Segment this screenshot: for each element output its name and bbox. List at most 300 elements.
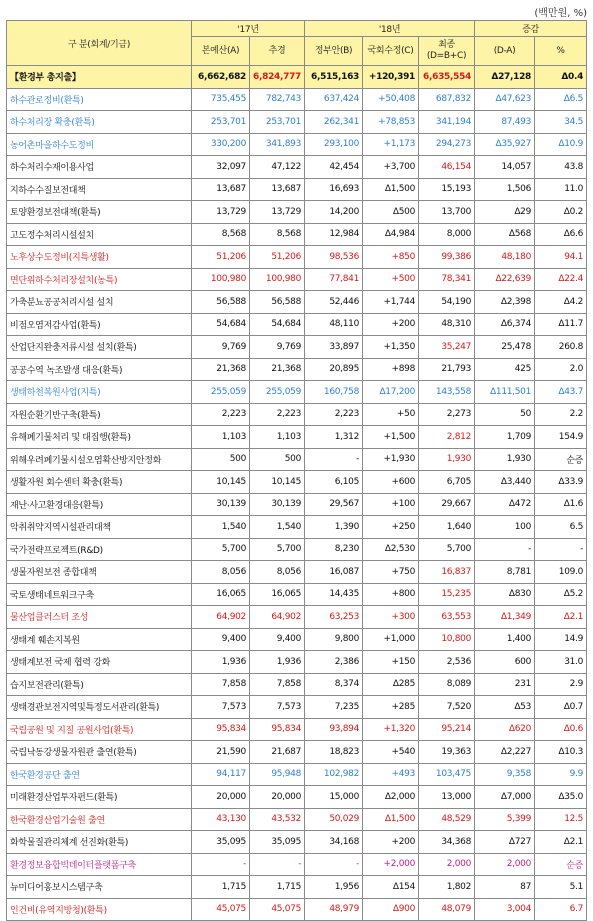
value-cell: 34.5 [535, 111, 587, 134]
value-cell: 54,190 [419, 291, 475, 314]
value-cell: 54,684 [192, 313, 250, 336]
table-row [7, 471, 587, 494]
value-cell: Δ1.6 [535, 493, 587, 516]
value-cell: 9,769 [250, 336, 305, 359]
value-cell: Δ4,984 [363, 223, 419, 246]
value-cell: Δ35,927 [475, 133, 535, 156]
program-name: 비점오염저감사업(환특) [7, 313, 192, 336]
value-cell: 425 [475, 358, 535, 381]
value-cell: - [475, 538, 535, 561]
table-row [7, 876, 587, 899]
value-cell: 20,895 [305, 358, 363, 381]
value-cell: 30,139 [192, 493, 250, 516]
value-cell: 64,902 [192, 606, 250, 629]
header-diff: (D-A) [475, 37, 535, 66]
value-cell: +78,853 [363, 111, 419, 134]
value-cell: 2.9 [535, 673, 587, 696]
header-year-2017: '17년 [192, 21, 305, 37]
value-cell: 51,206 [192, 246, 250, 269]
value-cell: - [192, 853, 250, 876]
value-cell: Δ5.2 [535, 583, 587, 606]
value-cell: Δ2,530 [363, 538, 419, 561]
value-cell: Δ6.5 [535, 88, 587, 111]
value-cell: 48,079 [419, 898, 475, 921]
value-cell: +600 [363, 471, 419, 494]
value-cell: Δ620 [475, 718, 535, 741]
value-cell: +150 [363, 651, 419, 674]
value-cell: 31.0 [535, 651, 587, 674]
value-cell: Δ47,623 [475, 88, 535, 111]
value-cell: Δ7,000 [475, 786, 535, 809]
value-cell: +1,744 [363, 291, 419, 314]
value-cell: 2.2 [535, 403, 587, 426]
value-cell: 10,145 [192, 471, 250, 494]
value-cell: Δ2,227 [475, 741, 535, 764]
value-cell: 6,662,682 [192, 66, 250, 89]
value-cell: 16,065 [192, 583, 250, 606]
table-row [7, 786, 587, 809]
table-row [7, 831, 587, 854]
header-govt-b: 정부안(B) [305, 37, 363, 66]
value-cell: 500 [192, 448, 250, 471]
value-cell: 687,832 [419, 88, 475, 111]
table-row [7, 606, 587, 629]
value-cell: 1,400 [475, 628, 535, 651]
value-cell: +750 [363, 561, 419, 584]
value-cell: 94,117 [192, 763, 250, 786]
value-cell: 16,837 [419, 561, 475, 584]
program-name: 국립낙동강생물자원관 출연(환특) [7, 741, 192, 764]
value-cell: Δ1,349 [475, 606, 535, 629]
value-cell: - [250, 853, 305, 876]
value-cell: 7,858 [250, 673, 305, 696]
value-cell: Δ43.7 [535, 381, 587, 404]
value-cell: 32,097 [192, 156, 250, 179]
program-name: 면단위하수처리장설치(농특) [7, 268, 192, 291]
header-assembly-c: 국회수정(C) [363, 37, 419, 66]
value-cell: 30,139 [250, 493, 305, 516]
value-cell: +285 [363, 696, 419, 719]
value-cell: 6,824,777 [250, 66, 305, 89]
value-cell: - [305, 853, 363, 876]
value-cell: 637,424 [305, 88, 363, 111]
value-cell: 78,341 [419, 268, 475, 291]
value-cell: Δ111,501 [475, 381, 535, 404]
value-cell: +200 [363, 831, 419, 854]
value-cell: 103,475 [419, 763, 475, 786]
value-cell: +800 [363, 583, 419, 606]
value-cell: 34,168 [305, 831, 363, 854]
value-cell: 600 [475, 651, 535, 674]
value-cell: Δ53 [475, 696, 535, 719]
value-cell: 260.8 [535, 336, 587, 359]
value-cell: 12.5 [535, 808, 587, 831]
value-cell: 9,800 [305, 628, 363, 651]
value-cell: 1,709 [475, 426, 535, 449]
value-cell: 1,540 [250, 516, 305, 539]
program-name: 유해폐기물처리 및 대집행(환특) [7, 426, 192, 449]
value-cell: 98,536 [305, 246, 363, 269]
program-name: 가축분뇨공공처리시설 설치 [7, 291, 192, 314]
value-cell: 1,936 [250, 651, 305, 674]
value-cell: 45,075 [250, 898, 305, 921]
value-cell: 95,834 [250, 718, 305, 741]
value-cell: 8,000 [419, 223, 475, 246]
value-cell: 18,823 [305, 741, 363, 764]
value-cell: 160,758 [305, 381, 363, 404]
value-cell: Δ3,440 [475, 471, 535, 494]
value-cell: 8,089 [419, 673, 475, 696]
header-percent: % [535, 37, 587, 66]
value-cell: +100 [363, 493, 419, 516]
program-name: 하수처리장 확충(환특) [7, 111, 192, 134]
header-final-d: 최종 (D=B+C) [419, 37, 475, 66]
value-cell: - [305, 448, 363, 471]
value-cell: 253,701 [192, 111, 250, 134]
value-cell: 21,687 [250, 741, 305, 764]
value-cell: 35,095 [192, 831, 250, 854]
value-cell: Δ2,398 [475, 291, 535, 314]
value-cell: +493 [363, 763, 419, 786]
value-cell: 34,368 [419, 831, 475, 854]
value-cell: 14,057 [475, 156, 535, 179]
value-cell: 14,435 [305, 583, 363, 606]
table-row [7, 808, 587, 831]
value-cell: Δ22,639 [475, 268, 535, 291]
table-row [7, 381, 587, 404]
value-cell: 5.1 [535, 876, 587, 899]
value-cell: 48,180 [475, 246, 535, 269]
table-row [7, 493, 587, 516]
value-cell: Δ22.4 [535, 268, 587, 291]
table-row [7, 763, 587, 786]
value-cell: +898 [363, 358, 419, 381]
value-cell: 7,573 [250, 696, 305, 719]
value-cell: 13,000 [419, 786, 475, 809]
value-cell: 77,841 [305, 268, 363, 291]
value-cell: 42,454 [305, 156, 363, 179]
value-cell: 10,800 [419, 628, 475, 651]
table-row [7, 223, 587, 246]
value-cell: 21,368 [192, 358, 250, 381]
program-name: 생물자원보전 종합대책 [7, 561, 192, 584]
value-cell: Δ568 [475, 223, 535, 246]
table-row [7, 448, 587, 471]
value-cell: 231 [475, 673, 535, 696]
program-name: 고도정수처리시설설치 [7, 223, 192, 246]
value-cell: 1,640 [419, 516, 475, 539]
value-cell: 56,588 [192, 291, 250, 314]
program-name: 화학물질관리체계 선진화(환특) [7, 831, 192, 854]
value-cell: 48,310 [419, 313, 475, 336]
total-row [7, 66, 587, 89]
value-cell: 33,897 [305, 336, 363, 359]
value-cell: 13,729 [192, 201, 250, 224]
value-cell: 16,693 [305, 178, 363, 201]
value-cell: 15,235 [419, 583, 475, 606]
value-cell: 154.9 [535, 426, 587, 449]
value-cell: 51,206 [250, 246, 305, 269]
value-cell: Δ0.4 [535, 66, 587, 89]
table-row [7, 111, 587, 134]
table-row [7, 88, 587, 111]
value-cell: Δ2.1 [535, 831, 587, 854]
value-cell: 50,029 [305, 808, 363, 831]
value-cell: 1,956 [305, 876, 363, 899]
value-cell: 253,701 [250, 111, 305, 134]
value-cell: 255,059 [192, 381, 250, 404]
value-cell: 93,894 [305, 718, 363, 741]
value-cell: 63,253 [305, 606, 363, 629]
value-cell: 8,056 [250, 561, 305, 584]
value-cell: 54,684 [250, 313, 305, 336]
value-cell: Δ1,500 [363, 808, 419, 831]
program-name: 국토생태네트워크구축 [7, 583, 192, 606]
value-cell: 293,100 [305, 133, 363, 156]
value-cell: 1,103 [250, 426, 305, 449]
value-cell: 11.0 [535, 178, 587, 201]
value-cell: Δ285 [363, 673, 419, 696]
value-cell: 19,363 [419, 741, 475, 764]
table-row [7, 403, 587, 426]
program-name: 한국환경산업기술원 출연 [7, 808, 192, 831]
value-cell: 6.7 [535, 898, 587, 921]
value-cell: 1,930 [419, 448, 475, 471]
value-cell: 8,781 [475, 561, 535, 584]
value-cell: 14,200 [305, 201, 363, 224]
value-cell: Δ11.7 [535, 313, 587, 336]
value-cell: +3,700 [363, 156, 419, 179]
value-cell: 50 [475, 403, 535, 426]
value-cell: Δ35.0 [535, 786, 587, 809]
value-cell: 2,536 [419, 651, 475, 674]
program-name: 악취취약지역시설관리대책 [7, 516, 192, 539]
program-name: 【환경부 총지출】 [7, 66, 192, 89]
value-cell: Δ6,374 [475, 313, 535, 336]
value-cell: 9,769 [192, 336, 250, 359]
value-cell: Δ472 [475, 493, 535, 516]
table-row [7, 268, 587, 291]
value-cell: Δ29 [475, 201, 535, 224]
value-cell: +120,391 [363, 66, 419, 89]
value-cell: 순증 [535, 853, 587, 876]
program-name: 산업단지완충저류시설 설치(환특) [7, 336, 192, 359]
program-name: 생활자원 회수센터 확충(환특) [7, 471, 192, 494]
value-cell: 52,446 [305, 291, 363, 314]
header-budget-a: 본예산(A) [192, 37, 250, 66]
program-name: 환경정보융합빅데이터플랫폼구축 [7, 853, 192, 876]
value-cell: 7,858 [192, 673, 250, 696]
value-cell: 95,214 [419, 718, 475, 741]
value-cell: +500 [363, 268, 419, 291]
value-cell: +540 [363, 741, 419, 764]
value-cell: 20,000 [192, 786, 250, 809]
value-cell: 2,812 [419, 426, 475, 449]
value-cell: 7,573 [192, 696, 250, 719]
value-cell: 2,000 [475, 853, 535, 876]
value-cell: 330,200 [192, 133, 250, 156]
value-cell: 21,793 [419, 358, 475, 381]
value-cell: 29,667 [419, 493, 475, 516]
program-name: 자원순환기반구축(환특) [7, 403, 192, 426]
value-cell: 29,567 [305, 493, 363, 516]
value-cell: Δ500 [363, 201, 419, 224]
program-name: 한국환경공단 출연 [7, 763, 192, 786]
value-cell: 1,802 [419, 876, 475, 899]
value-cell: 6,105 [305, 471, 363, 494]
value-cell: 2,223 [192, 403, 250, 426]
value-cell: 5,700 [250, 538, 305, 561]
value-cell: 13,687 [250, 178, 305, 201]
value-cell: 9,400 [192, 628, 250, 651]
value-cell: 255,059 [250, 381, 305, 404]
value-cell: 100,980 [250, 268, 305, 291]
value-cell: +1,350 [363, 336, 419, 359]
program-name: 지하수수질보전대책 [7, 178, 192, 201]
value-cell: Δ900 [363, 898, 419, 921]
value-cell: Δ10.9 [535, 133, 587, 156]
value-cell: 25,478 [475, 336, 535, 359]
table-row [7, 201, 587, 224]
value-cell: Δ4.2 [535, 291, 587, 314]
value-cell: 21,590 [192, 741, 250, 764]
value-cell: +300 [363, 606, 419, 629]
value-cell: Δ1,500 [363, 178, 419, 201]
value-cell: 2,223 [305, 403, 363, 426]
value-cell: 2,000 [419, 853, 475, 876]
value-cell: 95,834 [192, 718, 250, 741]
value-cell: 47,122 [250, 156, 305, 179]
value-cell: 341,194 [419, 111, 475, 134]
value-cell: Δ2.1 [535, 606, 587, 629]
table-row [7, 561, 587, 584]
value-cell: 35,095 [250, 831, 305, 854]
table-row [7, 628, 587, 651]
program-name: 생태경관보전지역및특정도서관리(환특) [7, 696, 192, 719]
table-row [7, 898, 587, 921]
value-cell: Δ727 [475, 831, 535, 854]
value-cell: 95,948 [250, 763, 305, 786]
value-cell: 735,455 [192, 88, 250, 111]
table-row [7, 336, 587, 359]
value-cell: 21,368 [250, 358, 305, 381]
value-cell: 8,568 [192, 223, 250, 246]
program-name: 물산업클러스터 조성 [7, 606, 192, 629]
value-cell: 9,358 [475, 763, 535, 786]
program-name: 국가전략프로젝트(R&D) [7, 538, 192, 561]
program-name: 미래환경산업투자펀드(환특) [7, 786, 192, 809]
value-cell: 13,729 [250, 201, 305, 224]
value-cell: 13,687 [192, 178, 250, 201]
value-cell: 10,145 [250, 471, 305, 494]
value-cell: +1,000 [363, 628, 419, 651]
value-cell: 2,223 [250, 403, 305, 426]
table-row [7, 156, 587, 179]
value-cell: 5,700 [192, 538, 250, 561]
program-name: 뉴미디어홍보시스템구축 [7, 876, 192, 899]
value-cell: 262,341 [305, 111, 363, 134]
program-name: 국립공원 및 지질 공원사업(환특) [7, 718, 192, 741]
value-cell: Δ6.6 [535, 223, 587, 246]
table-row [7, 853, 587, 876]
value-cell: Δ27,128 [475, 66, 535, 89]
value-cell: 294,273 [419, 133, 475, 156]
value-cell: +200 [363, 313, 419, 336]
value-cell: Δ0.2 [535, 201, 587, 224]
budget-table [6, 20, 587, 921]
value-cell: +250 [363, 516, 419, 539]
value-cell: 8,230 [305, 538, 363, 561]
table-row [7, 696, 587, 719]
value-cell: 100,980 [192, 268, 250, 291]
value-cell: 1,936 [192, 651, 250, 674]
program-name: 생태계 훼손지복원 [7, 628, 192, 651]
value-cell: 5,700 [419, 538, 475, 561]
value-cell: 9,400 [250, 628, 305, 651]
value-cell: 순증 [535, 448, 587, 471]
value-cell: 109.0 [535, 561, 587, 584]
value-cell: +1,320 [363, 718, 419, 741]
value-cell: 43,532 [250, 808, 305, 831]
value-cell: 7,520 [419, 696, 475, 719]
value-cell: +1,500 [363, 426, 419, 449]
value-cell: 48,979 [305, 898, 363, 921]
value-cell: 35,247 [419, 336, 475, 359]
value-cell: 143,558 [419, 381, 475, 404]
value-cell: 2,386 [305, 651, 363, 674]
value-cell: 14.9 [535, 628, 587, 651]
value-cell: 99,386 [419, 246, 475, 269]
value-cell: 2.0 [535, 358, 587, 381]
value-cell: 12,984 [305, 223, 363, 246]
table-row [7, 313, 587, 336]
value-cell: 2,273 [419, 403, 475, 426]
program-name: 재난·사고환경대응(환특) [7, 493, 192, 516]
value-cell: 48,110 [305, 313, 363, 336]
value-cell: 1,103 [192, 426, 250, 449]
value-cell: +2,000 [363, 853, 419, 876]
value-cell: 48,529 [419, 808, 475, 831]
value-cell: 6,635,554 [419, 66, 475, 89]
header-supplementary: 추경 [250, 37, 305, 66]
value-cell: +850 [363, 246, 419, 269]
value-cell: 56,588 [250, 291, 305, 314]
value-cell: 13,700 [419, 201, 475, 224]
program-name: 인건비(유역지방청)(환특) [7, 898, 192, 921]
program-name: 습지보전관리(환특) [7, 673, 192, 696]
table-row [7, 583, 587, 606]
program-name: 하수관로정비(환특) [7, 88, 192, 111]
value-cell: 87 [475, 876, 535, 899]
value-cell: Δ0.6 [535, 718, 587, 741]
table-row [7, 426, 587, 449]
value-cell: 102,982 [305, 763, 363, 786]
value-cell: 3,004 [475, 898, 535, 921]
value-cell: Δ33.9 [535, 471, 587, 494]
table-row [7, 178, 587, 201]
value-cell: 1,930 [475, 448, 535, 471]
value-cell: Δ154 [363, 876, 419, 899]
value-cell: 16,087 [305, 561, 363, 584]
table-row [7, 358, 587, 381]
value-cell: 87,493 [475, 111, 535, 134]
table-row [7, 246, 587, 269]
value-cell: 1,390 [305, 516, 363, 539]
program-name: 공공수역 녹조발생 대응(환특) [7, 358, 192, 381]
value-cell: 6,515,163 [305, 66, 363, 89]
value-cell: 5,399 [475, 808, 535, 831]
value-cell: 6.5 [535, 516, 587, 539]
